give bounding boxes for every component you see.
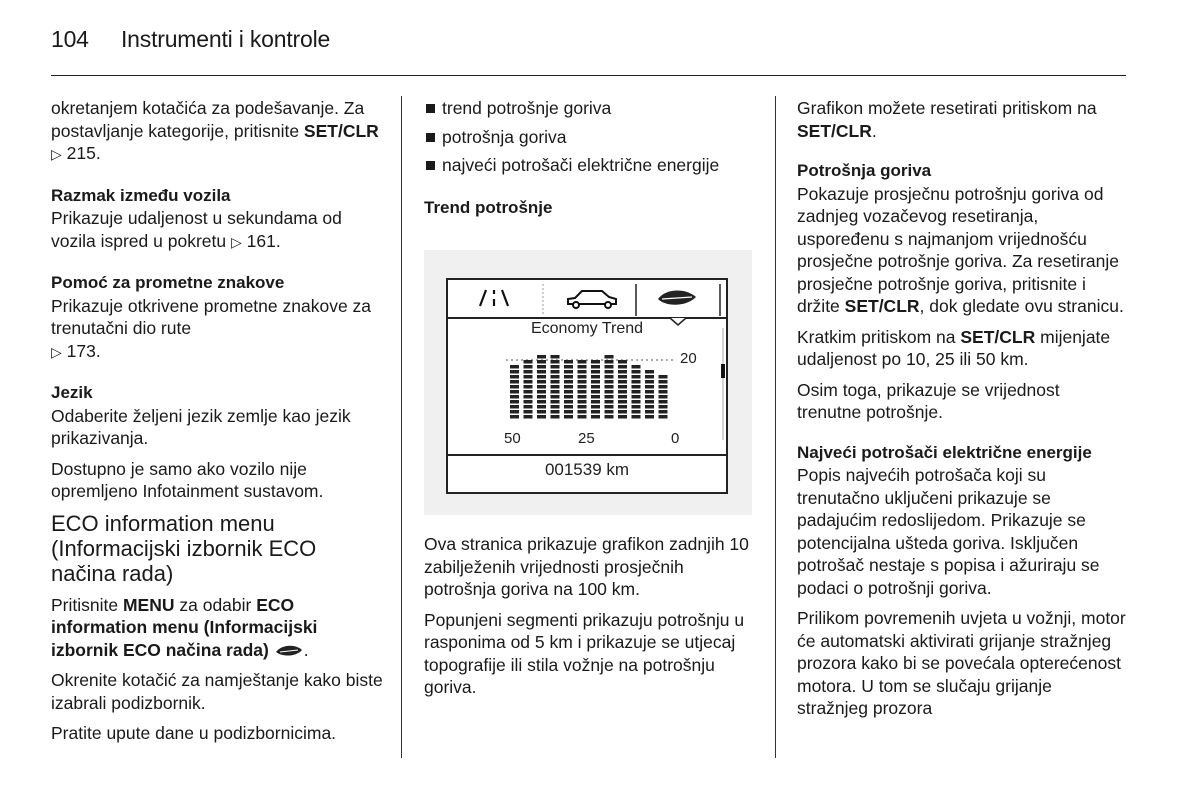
section-heading: Razmak između vozila <box>51 185 231 205</box>
bar-segment <box>645 370 654 374</box>
bar-segment <box>564 395 573 399</box>
bar-segment <box>645 400 654 404</box>
bar-segment <box>632 400 641 404</box>
bar-segment <box>591 400 600 404</box>
bar-segment <box>632 390 641 394</box>
bar-segment <box>605 385 614 389</box>
paragraph: Popis najvećih potrošača koji su trenutačno uključeni prikazuje se padajućim redoslijedom. Prikazuje se potencijalna ušteda goriva. Isključen potrošač nestaje s popisa i ažuriraju se podaci o potrošnji goriva. <box>797 465 1100 598</box>
bar-segment <box>537 405 546 409</box>
bar-segment <box>510 390 519 394</box>
bar-segment <box>632 370 641 374</box>
bar-segment <box>591 415 600 419</box>
bar-segment <box>645 380 654 384</box>
page-header <box>51 26 330 53</box>
bar-segment <box>551 410 560 414</box>
bar-segment <box>618 390 627 394</box>
eco-leaf-icon <box>274 644 304 658</box>
display-screen <box>446 278 728 494</box>
bar-segment <box>510 405 519 409</box>
text: Prikazuje otkrivene prometne znakove za trenutačni dio rute <box>51 295 372 338</box>
bar-segment <box>632 405 641 409</box>
bar-segment <box>551 375 560 379</box>
paragraph: Odaberite željeni jezik zemlje kao jezik prikazivanja. <box>51 405 351 448</box>
section-heading: Jezik <box>51 383 93 402</box>
bar-segment <box>605 355 614 359</box>
bar-segment <box>605 375 614 379</box>
bar-segment <box>578 405 587 409</box>
column-middle <box>424 97 754 219</box>
paragraph: Prilikom povremenih uvjeta u vožnji, motor će automatski aktivirati grijanje stražnjeg prozora kako bi se povećala opterećenost motora. U tom se slučaju grijanje stražnjeg prozora <box>797 608 1126 718</box>
bar-segment <box>659 405 668 409</box>
section-heading: Trend potrošnje <box>424 197 553 217</box>
paragraph: Pratite upute dane u podizbornicima. <box>51 723 337 743</box>
bar-segment <box>537 410 546 414</box>
bar-segment <box>618 400 627 404</box>
bar-segment <box>659 415 668 419</box>
bar-segment <box>645 405 654 409</box>
bar-segment <box>524 360 533 364</box>
car-tab-icon <box>568 291 616 308</box>
bar-segment <box>564 400 573 404</box>
text: Grafikon možete resetirati pritiskom na <box>797 98 1097 118</box>
section-heading: Potrošnja goriva <box>797 161 932 180</box>
bar-segment <box>578 360 587 364</box>
bar-segment <box>537 365 546 369</box>
bar-segment <box>537 375 546 379</box>
bar-segment <box>551 365 560 369</box>
bar-segment <box>618 370 627 374</box>
bar-segment <box>537 400 546 404</box>
text: mijenjate udaljenost po 10, 25 ili 50 km. <box>797 326 1111 369</box>
bar-segment <box>510 365 519 369</box>
bar-segment <box>605 410 614 414</box>
bar-segment <box>537 415 546 419</box>
bar-segment <box>551 370 560 374</box>
bar-segment <box>564 380 573 384</box>
bar-segment <box>524 375 533 379</box>
bar-segment <box>564 370 573 374</box>
road-tab-icon <box>480 290 508 306</box>
bar-segment <box>618 415 627 419</box>
bar-segment <box>618 365 627 369</box>
bar-segment <box>632 395 641 399</box>
bar-segment <box>551 415 560 419</box>
text: Pritisnite <box>51 594 123 615</box>
x-axis-label: 0 <box>671 430 680 447</box>
paragraph <box>51 207 387 254</box>
paragraph <box>51 97 387 167</box>
bar-segment <box>537 360 546 364</box>
bar-segment <box>510 400 519 404</box>
page-reference: 173. <box>66 340 101 361</box>
bar-segment <box>551 405 560 409</box>
control-name: SET/CLR <box>303 120 379 141</box>
paragraph: Grafikon možete resetirati pritiskom na SET/CLR. <box>797 98 1097 141</box>
bar-segment <box>591 405 600 409</box>
bar-segment <box>510 375 519 379</box>
bar-segment <box>578 375 587 379</box>
bar-segment <box>632 375 641 379</box>
column-divider <box>775 96 776 758</box>
bar-segment <box>659 380 668 384</box>
bar-segment <box>645 395 654 399</box>
bar-segment <box>524 365 533 369</box>
bar-segment <box>659 375 668 379</box>
bar-segment <box>605 415 614 419</box>
text: okretanjem kotačića za podešavanje. Za postavljanje kategorije, pritisnite <box>51 98 365 141</box>
section-heading: Pomoć za prometne znakove <box>51 273 285 292</box>
paragraph <box>797 183 1127 318</box>
paragraph: Dostupno je samo ako vozilo nije opremljeno Infotainment sustavom. <box>51 458 324 501</box>
paragraph: Ova stranica prikazuje grafikon zadnjih 10 zabilježenih vrijednosti prosječnih potrošnja goriva na 100 km. <box>424 534 749 599</box>
bar-segment <box>645 375 654 379</box>
bar-segment <box>632 415 641 419</box>
bar-segment <box>524 380 533 384</box>
paragraph: Popunjeni segmenti prikazuju potrošnju u rasponima od 5 km i prikazuje se utjecaj topografije ili stila vožnje na potrošnju goriva. <box>424 609 745 697</box>
bar-segment <box>578 390 587 394</box>
bar-segment <box>551 400 560 404</box>
header-rule <box>51 75 1126 76</box>
column-middle-lower <box>424 533 754 707</box>
bar-segment <box>564 375 573 379</box>
column-divider <box>401 96 402 758</box>
bar-segment <box>537 355 546 359</box>
bar-segment <box>551 385 560 389</box>
list-item: trend potrošnje goriva <box>424 97 754 120</box>
bar-segment <box>524 385 533 389</box>
bar-segment <box>578 410 587 414</box>
column-right <box>797 97 1127 728</box>
bar-segment <box>632 410 641 414</box>
column-left <box>51 97 387 753</box>
bar-segment <box>564 385 573 389</box>
bar-segment <box>591 410 600 414</box>
section-heading: Najveći potrošači električne energije <box>797 442 1092 462</box>
bar-segment <box>591 390 600 394</box>
bar-segment <box>510 380 519 384</box>
bar-segment <box>659 385 668 389</box>
control-name: SET/CLR <box>960 326 1036 347</box>
bar-segment <box>564 410 573 414</box>
bar-segment <box>632 380 641 384</box>
bar-segment <box>659 410 668 414</box>
paragraph <box>51 295 387 365</box>
text: Prikazuje udaljenost u sekundama od vozila ispred u pokretu <box>51 208 342 251</box>
menu-name: ECO information menu (Informacijski izbornik ECO načina rada) <box>51 594 318 660</box>
bar-segment <box>510 370 519 374</box>
bar-segment <box>551 360 560 364</box>
bar-segment <box>510 395 519 399</box>
odometer-readout: 001539 km <box>544 460 630 479</box>
bar-segment <box>510 415 519 419</box>
bar-segment <box>578 385 587 389</box>
bar-segment <box>645 410 654 414</box>
bar-segment <box>591 375 600 379</box>
paragraph: Pritisnite MENU za odabir ECO information menu (Informacijski izbornik ECO načina rada) . <box>51 594 318 660</box>
bar-segment <box>618 380 627 384</box>
bar-segment <box>564 405 573 409</box>
bar-segment <box>551 380 560 384</box>
bar-segment <box>618 385 627 389</box>
bar-segment <box>524 390 533 394</box>
page-number: 104 <box>51 26 89 52</box>
bar-segment <box>605 380 614 384</box>
bar-segment <box>537 385 546 389</box>
bar-segment <box>605 405 614 409</box>
x-axis-label: 50 <box>504 430 521 447</box>
bar-segment <box>591 360 600 364</box>
text: Kratkim pritiskom na <box>797 326 961 347</box>
display-title: Economy Trend <box>530 320 644 337</box>
bar-segment <box>591 365 600 369</box>
list-item: najveći potrošači električne energije <box>424 154 754 177</box>
bar-segment <box>524 415 533 419</box>
bar-segment <box>537 380 546 384</box>
bar-segment <box>645 415 654 419</box>
bar-segment <box>632 385 641 389</box>
control-name: MENU <box>122 594 175 615</box>
page-reference-icon: ▷ <box>51 344 62 361</box>
bar-segment <box>605 390 614 394</box>
paragraph: Okrenite kotačić za namještanje kako biste izabrali podizbornik. <box>51 670 383 713</box>
bar-segment <box>524 400 533 404</box>
bar-segment <box>578 370 587 374</box>
bar-segment <box>537 395 546 399</box>
bar-segment <box>510 385 519 389</box>
bar-segment <box>605 365 614 369</box>
bar-segment <box>591 380 600 384</box>
section-heading-large: ECO information menu (Informacijski izbornik ECO načina rada) <box>51 510 317 586</box>
bar-segment <box>618 395 627 399</box>
bar-segment <box>618 405 627 409</box>
page-reference-icon: ▷ <box>51 147 62 163</box>
bar-segment <box>591 385 600 389</box>
bar-segment <box>618 375 627 379</box>
bar-segment <box>645 385 654 389</box>
bullet-list <box>424 97 754 177</box>
bar-segment <box>564 390 573 394</box>
bar-segment <box>578 380 587 384</box>
figure-economy-trend <box>424 250 752 515</box>
bar-segment <box>524 370 533 374</box>
bar-segment <box>632 365 641 369</box>
bar-segment <box>578 400 587 404</box>
control-name: SET/CLR <box>844 296 920 316</box>
bar-segment <box>618 360 627 364</box>
text: za odabir <box>174 594 257 615</box>
text: , dok gledate ovu stranicu. <box>919 296 1124 316</box>
bar-segment <box>605 395 614 399</box>
bar-segment <box>659 400 668 404</box>
bar-segment <box>659 390 668 394</box>
bar-segment <box>564 360 573 364</box>
bar-segment <box>551 355 560 359</box>
bar-segment <box>645 390 654 394</box>
bar-segment <box>564 365 573 369</box>
paragraph: Osim toga, prikazuje se vrijednost trenutne potrošnje. <box>797 379 1060 422</box>
bar-segment <box>524 395 533 399</box>
bar-segment <box>605 400 614 404</box>
bar-segment <box>524 410 533 414</box>
page-reference: 161. <box>246 230 281 251</box>
bar-segment <box>524 405 533 409</box>
chapter-title: Instrumenti i kontrole <box>120 26 331 52</box>
bar-segment <box>578 395 587 399</box>
bar-segment <box>605 370 614 374</box>
bar-segment <box>537 370 546 374</box>
bar-segment <box>564 415 573 419</box>
bar-segment <box>659 395 668 399</box>
bar-segment <box>551 395 560 399</box>
page-reference: 215. <box>66 143 101 163</box>
x-axis-label: 25 <box>578 430 595 447</box>
bar-segment <box>551 390 560 394</box>
bar-segment <box>591 395 600 399</box>
bar-segment <box>605 360 614 364</box>
control-name: SET/CLR <box>797 120 872 141</box>
list-item: potrošnja goriva <box>424 126 754 149</box>
bar-segment <box>618 410 627 414</box>
y-axis-label: 20 <box>680 350 697 367</box>
page-reference-icon: ▷ <box>230 234 242 251</box>
bar-segment <box>510 410 519 414</box>
trend-bars <box>510 355 668 419</box>
paragraph <box>797 326 1127 371</box>
bar-segment <box>591 370 600 374</box>
text: Pokazuje prosječnu potrošnju goriva od zadnjeg vozačevog resetiranja, uspoređenu s najmanjom vrijednošću prosječne potrošnje goriva. Za resetiranje prosječne potrošnje goriva, pritisnite i držite <box>797 183 1119 316</box>
bar-segment <box>578 415 587 419</box>
bar-segment <box>537 390 546 394</box>
bar-segment <box>578 365 587 369</box>
